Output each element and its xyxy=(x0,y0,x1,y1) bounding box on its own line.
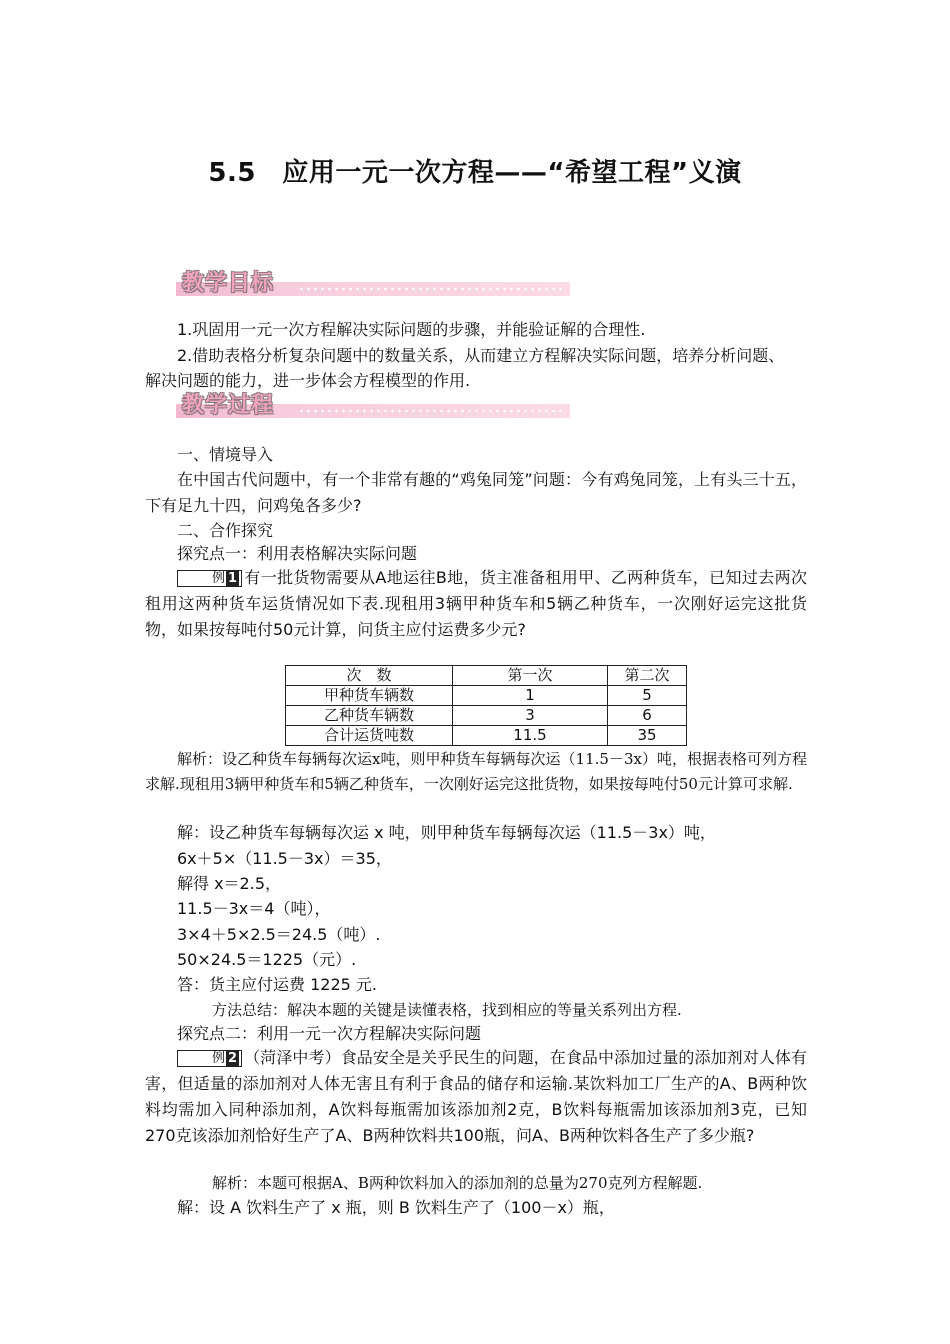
example-2-paragraph xyxy=(145,1045,807,1149)
table-cell: 6 xyxy=(608,706,687,726)
explore-point-1: 探究点一：利用表格解决实际问题 xyxy=(177,544,418,563)
goal-1: 1.巩固用一元一次方程解决实际问题的步骤，并能验证解的合理性. xyxy=(177,320,646,339)
solution-1-line-4: 11.5－3x＝4（吨）， xyxy=(177,899,331,918)
solution-1-answer: 答：货主应付运费 1225 元. xyxy=(177,975,377,994)
table-row xyxy=(286,726,687,746)
example-badge-text: 例 xyxy=(212,1051,226,1066)
example-badge-number: 2 xyxy=(228,1051,238,1066)
table-cell: 35 xyxy=(608,726,687,746)
section-banner-process xyxy=(176,392,570,422)
freight-table xyxy=(285,665,687,746)
heading-intro: 一、情境导入 xyxy=(177,445,274,464)
section-label-process: 教学过程 xyxy=(182,393,275,418)
page-title: 5.5 应用一元一次方程——“希望工程”义演 xyxy=(208,158,742,188)
table-cell: 乙种货车辆数 xyxy=(286,706,453,726)
example-2-solution: 解：设 A 饮料生产了 x 瓶，则 B 饮料生产了（100－x）瓶， xyxy=(177,1198,615,1217)
table-row xyxy=(286,686,687,706)
solution-1-line-1: 解：设乙种货车每辆每次运 x 吨，则甲种货车每辆每次运（11.5－3x）吨， xyxy=(177,823,716,842)
table-header-row xyxy=(286,666,687,686)
table-cell: 合计运货吨数 xyxy=(286,726,453,746)
example-badge-text: 例 xyxy=(212,571,226,586)
banner-dots xyxy=(298,409,562,413)
table-cell: 甲种货车辆数 xyxy=(286,686,453,706)
section-banner-goals xyxy=(176,270,570,300)
table-cell: 1 xyxy=(453,686,608,706)
example-badge xyxy=(177,570,242,587)
solution-1-analysis: 解析：设乙种货车每辆每次运x吨，则甲种货车每辆每次运（11.5－3x）吨，根据表格可列方程求解.现租用3辆甲种货车和5辆乙种货车，一次刚好运完这批货物，如果按每吨付50元计算可求解. xyxy=(145,750,807,793)
goal-2b: 解决问题的能力，进一步体会方程模型的作用. xyxy=(145,371,471,390)
table-row xyxy=(286,706,687,726)
method-summary: 方法总结：解决本题的关键是读懂表格，找到相应的等量关系列出方程. xyxy=(212,1001,682,1019)
explore-point-2: 探究点二：利用一元一次方程解决实际问题 xyxy=(177,1024,482,1043)
heading-explore: 二、合作探究 xyxy=(177,521,274,540)
table-header-cell: 第二次 xyxy=(608,666,687,686)
goal-2a: 2.借助表格分析复杂问题中的数量关系，从而建立方程解决实际问题，培养分析问题、 xyxy=(177,346,785,365)
example-badge xyxy=(177,1050,242,1067)
intro-paragraph: 在中国古代问题中，有一个非常有趣的“鸡兔同笼”问题：今有鸡兔同笼，上有头三十五，下有足九十四，问鸡兔各多少? xyxy=(145,470,807,515)
table-header-cell: 第一次 xyxy=(453,666,608,686)
example-1-text: 有一批货物需要从A地运往B地，货主准备租用甲、乙两种货车，已知过去两次租用这两种货车运货情况如下表.现租用3辆甲种货车和5辆乙种货车，一次刚好运完这批货物，如果按每吨付50元计算，问货主应付运费多少元? xyxy=(145,568,807,639)
table-header-cell: 次 数 xyxy=(286,666,453,686)
table-cell: 3 xyxy=(453,706,608,726)
table-cell: 5 xyxy=(608,686,687,706)
solution-1-line-3: 解得 x＝2.5， xyxy=(177,874,282,893)
solution-1-line-6: 50×24.5＝1225（元）. xyxy=(177,950,357,969)
example-1-paragraph xyxy=(145,565,807,643)
banner-dots xyxy=(298,287,562,291)
table-cell: 11.5 xyxy=(453,726,608,746)
solution-1-line-5: 3×4＋5×2.5＝24.5（吨）. xyxy=(177,925,381,944)
example-2-analysis: 解析：本题可根据A、B两种饮料加入的添加剂的总量为270克列方程解题. xyxy=(212,1174,703,1192)
example-2-text: （菏泽中考）食品安全是关乎民生的问题，在食品中添加过量的添加剂对人体有害，但适量的添加剂对人体无害且有利于食品的储存和运输.某饮料加工厂生产的A、B两种饮料均需加入同种添加剂，A饮料每瓶需加该添加剂2克，B饮料每瓶需加该添加剂3克，已知270克该添加剂恰好生产了A、B两种饮料共100瓶，问A、B两种饮料各生产了多少瓶? xyxy=(145,1048,807,1145)
solution-1-line-2: 6x＋5×（11.5－3x）＝35， xyxy=(177,849,392,868)
section-label-goals: 教学目标 xyxy=(182,271,275,296)
example-badge-number: 1 xyxy=(228,571,238,586)
